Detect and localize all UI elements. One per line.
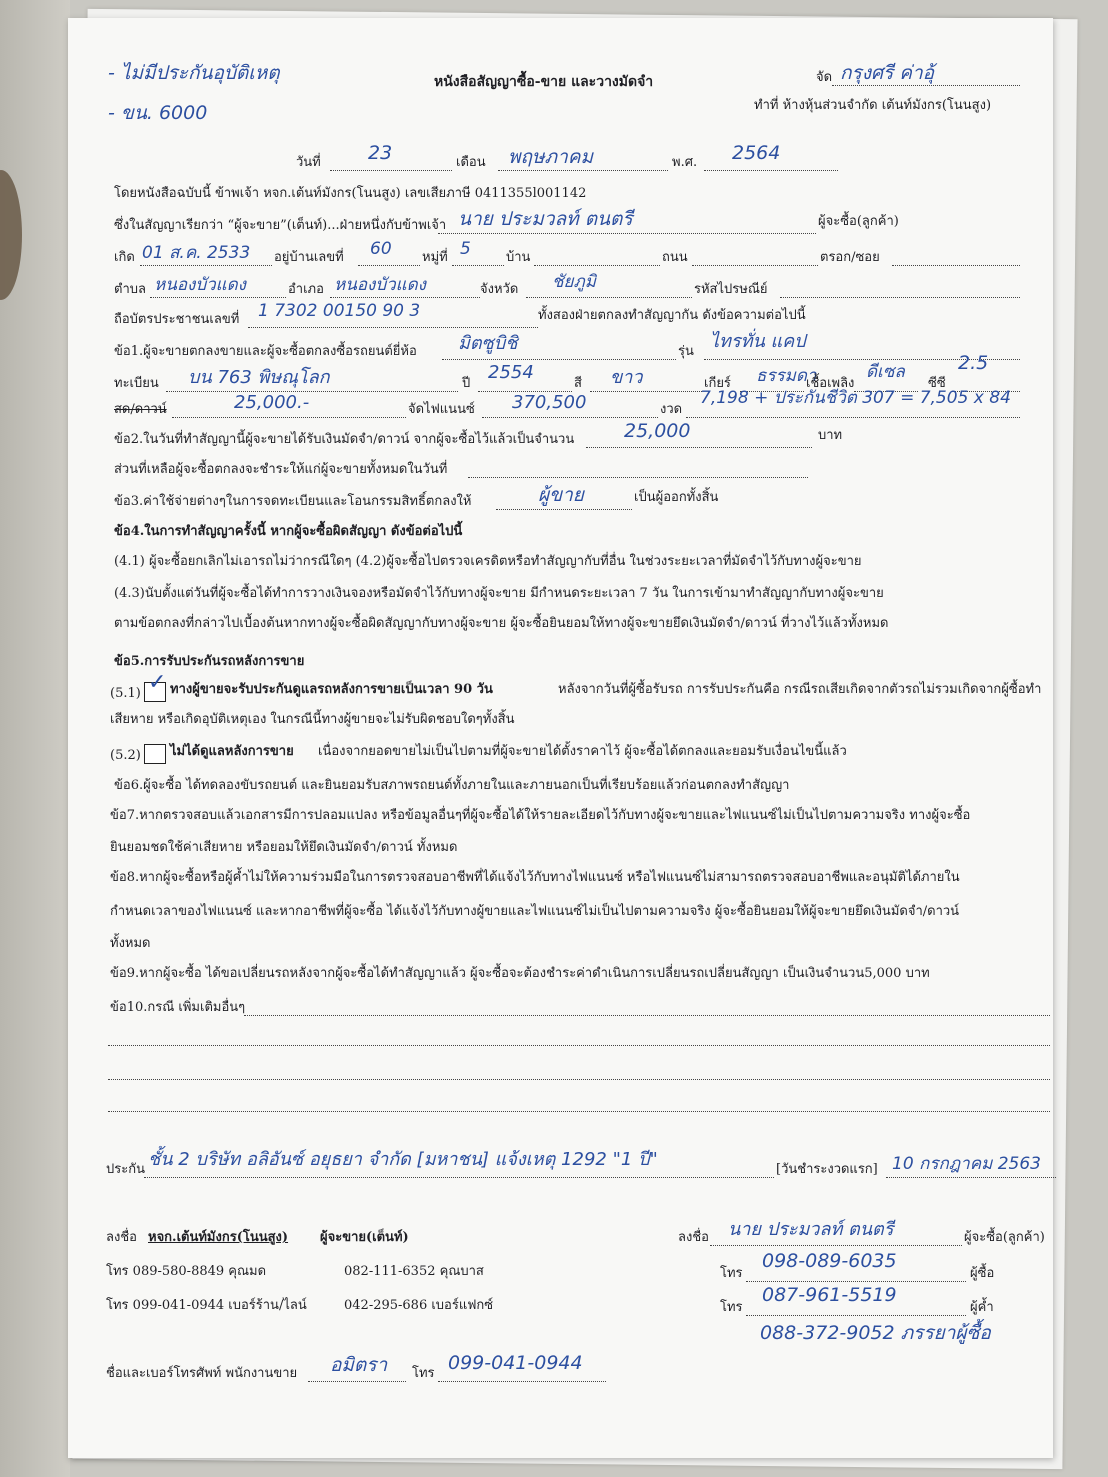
gear-value: ธรรมดา [756, 366, 817, 386]
clause2-line1: ข้อ2.ในวันที่ทำสัญญานี้ผู้จะขายได้รับเงินมัดจำ/ดาวน์ จากผู้จะซื้อไว้แล้วเป็นจำนวน [114, 432, 575, 447]
moo-value: 5 [460, 239, 471, 259]
clause4-title: ข้อ4.ในการทำสัญญาครั้งนี้ หากผู้จะซื้อผิดสัญญา ดังข้อต่อไปนี้ [114, 524, 463, 539]
seller-tel-3: โทร 099-041-0944 เบอร์ร้าน/ไลน์ [106, 1298, 307, 1313]
clause4-line1: (4.1) ผู้จะซื้อยกเลิกไม่เอารถไม่ว่ากรณีใดๆ (4.2)ผู้จะซื้อไปตรวจเครดิตหรือทำสัญญากับที่อื่น ในช่วงระยะเวลาที่มัดจำไว้กับทางผู้จะขาย [114, 554, 862, 569]
first-payment-date: 10 กรกฎาคม 2563 [892, 1154, 1041, 1174]
salesperson-name: อมิตรา [330, 1354, 388, 1376]
moo-label: หมู่ที่ [422, 250, 448, 265]
guarantor-role: ผู้ค้ำ [970, 1300, 994, 1315]
intro-line-2-prefix: ซึ่งในสัญญาเรียกว่า “ผู้จะขาย”(เต็นท์)...ฝ่ายหนึ่งกับข้าพเจ้า [114, 218, 447, 233]
house-value: 60 [370, 239, 392, 259]
finance-label: จัดไฟแนนซ์ [408, 402, 475, 417]
down-value: 25,000.- [234, 392, 310, 413]
buyer-sign-line [710, 1244, 962, 1246]
brand-line [442, 358, 676, 360]
clause5-opt2-num: (5.2) [110, 748, 141, 763]
district-value: หนองบัวแดง [334, 275, 426, 295]
clause10-line-3 [108, 1078, 1050, 1080]
brand-value: มิตซูบิชิ [458, 333, 518, 354]
intro-line-1: โดยหนังสือฉบับนี้ ข้าพเจ้า หจก.เต้นท์มังกร(โนนสูง) เลขเสียภาษี 0411355l001142 [114, 186, 587, 201]
model-label: รุ่น [678, 344, 694, 359]
buyer-tel: 098-089-6035 [762, 1250, 897, 1272]
seller-tel-4: 042-295-686 เบอร์แฟกซ์ [344, 1298, 494, 1313]
finance-value: 370,500 [512, 392, 587, 413]
spouse-tel: 088-372-9052 ภรรยาผู้ซื้อ [760, 1322, 991, 1344]
color-line [590, 390, 702, 392]
clause5-opt2-bold: ไม่ได้ดูแลหลังการขาย [170, 744, 294, 759]
born-value: 01 ส.ค. 2533 [142, 243, 251, 263]
clause1-prefix: ข้อ1.ผู้จะขายตกลงขายและผู้จะซื้อตกลงซื้อรถยนต์ยี่ห้อ [114, 344, 417, 359]
house-label: อยู่บ้านเลขที่ [274, 250, 344, 265]
seller-sign-label: ลงชื่อ [106, 1230, 137, 1245]
district-label: อำเภอ [288, 282, 324, 297]
desk-background [0, 0, 70, 1477]
cc-value: 2.5 [958, 352, 989, 374]
clause8-line1: ข้อ8.หากผู้จะซื้อหรือผู้ค้ำไม่ให้ความร่วมมือในการตรวจสอบอาชีพที่ได้แจ้งไว้กับทางไฟแนนซ์ หรือไฟแนนซ์ไม่สามารถตรวจสอบอาชีพและอนุมัติได้ภายใน [110, 870, 960, 885]
fuel-value: ดีเซล [866, 362, 905, 382]
finance-line [482, 416, 658, 418]
clause5-opt1-rest: หลังจากวันที่ผู้ซื้อรับรถ การรับประกันคือ กรณีรถเสียเกิดจากตัวรถไม่รวมเกิดจากผู้ซื้อทำ [558, 682, 1042, 697]
fuel-label: เชื้อเพลิง [806, 376, 855, 391]
clause10-line-1 [244, 1014, 1050, 1016]
guarantor-tel-label: โทร [720, 1300, 743, 1315]
moo-line [452, 264, 504, 266]
model-value: ไทรทั่น แคป [710, 331, 806, 352]
subdistrict-label: ตำบล [114, 282, 146, 297]
clause9: ข้อ9.หากผู้จะซื้อ ได้ขอเปลี่ยนรถหลังจากผู้จะซื้อได้ทำสัญญาแล้ว ผู้จะซื้อจะต้องชำระค่าดำเนินการเปลี่ยนรถเปลี่ยนสัญญา เป็นเงินจำนวน5,000 บาท [110, 966, 930, 981]
installment-value: 7,198 + ประกันชีวิต 307 = 7,505 x 84 [700, 388, 1011, 408]
born-label: เกิด [114, 250, 135, 265]
insurance-value: ชั้น 2 บริษัท อลิอันซ์ อยุธยา จำกัด [มหาชน] แจ้งเหตุ 1292 "1 ปี" [148, 1149, 658, 1170]
day-label: วันที่ [296, 155, 321, 170]
province-label: จังหวัด [480, 282, 519, 297]
month-value: พฤษภาคม [508, 146, 593, 168]
village-line [534, 264, 660, 266]
clause5-opt1-bold: ทางผู้ขายจะรับประกันดูแลรถหลังการขายเป็นเวลา 90 วัน [170, 682, 493, 697]
id-number: 1 7302 00150 90 3 [258, 301, 421, 321]
clause3-prefix: ข้อ3.ค่าใช้จ่ายต่างๆในการจดทะเบียนและโอนกรรมสิทธิ์ตกลงให้ [114, 494, 472, 509]
checkmark-icon: ✓ [148, 670, 167, 695]
clause8-line3: ทั้งหมด [110, 936, 151, 951]
gear-label: เกียร์ [704, 376, 731, 391]
salesperson-tel-line [438, 1380, 606, 1382]
clause2-amount-line [586, 446, 812, 448]
location-label: จัด [816, 70, 833, 85]
color-value: ขาว [610, 367, 643, 388]
vehicle-year-value: 2554 [488, 362, 534, 383]
buyer-sign-role: ผู้จะซื้อ(ลูกค้า) [964, 1230, 1045, 1245]
clause5-title: ข้อ5.การรับประกันรถหลังการขาย [114, 654, 305, 669]
day-value: 23 [368, 142, 393, 164]
contract-sheet [68, 18, 1053, 1458]
buyer-signature: นาย ประมวลท์ ตนตรี [728, 1219, 894, 1240]
alley-label: ตรอก/ซอย [820, 250, 880, 265]
year-value: 2564 [732, 142, 781, 164]
buyer-sign-label: ลงชื่อ [678, 1230, 709, 1245]
buyer-tel-role: ผู้ซื้อ [970, 1266, 995, 1281]
clause5-opt1-line2: เสียหาย หรือเกิดอุบัติเหตุเอง ในกรณีนี้ทางผู้ขายจะไม่รับผิดชอบใดๆทั้งสิ้น [110, 712, 515, 727]
buyer-name: นาย ประมวลท์ ตนตรี [458, 208, 633, 230]
buyer-role-label: ผู้จะซื้อ(ลูกค้า) [818, 214, 899, 229]
clause7-line1: ข้อ7.หากตรวจสอบแล้วเอกสารมีการปลอมแปลง หรือข้อมูลอื่นๆที่ผู้จะซื้อได้ให้รายละเอียดไว้กับทางผู้จะขายและไฟแนนซ์ไม่เป็นไปตามความจริง ทางผู้จะซื้อ [110, 808, 971, 823]
clause5-opt1-num: (5.1) [110, 686, 141, 701]
seller-tel-2: 082-111-6352 คุณบาส [344, 1264, 484, 1279]
road-line [692, 264, 818, 266]
village-label: บ้าน [506, 250, 531, 265]
postal-line [780, 296, 1020, 298]
down-line [172, 416, 406, 418]
year-label: พ.ศ. [672, 155, 698, 170]
clause8-line2: กำหนดเวลาของไฟแนนซ์ และหากอาชีพที่ผู้จะซื้อ ได้แจ้งไว้กับทางผู้ขายและไฟแนนซ์ไม่เป็นไปตามความจริง ผู้จะซื้อยินยอมให้ผู้จะขายยึดเงินมัดจำ/ดาวน์ [110, 904, 960, 919]
clause7-line2: ยินยอมชดใช้ค่าเสียหาย หรือยอมให้ยึดเงินมัดจำ/ดาวน์ ทั้งหมด [110, 840, 458, 855]
down-label: สด/ดาวน์ [114, 402, 167, 417]
clause5-opt2-rest: เนื่องจากยอดขายไม่เป็นไปตามที่ผู้จะขายได้ตั้งราคาไว้ ผู้จะซื้อได้ตกลงและยอมรับเงื่อนไขนี้แล้ว [318, 744, 847, 759]
salesperson-label: ชื่อและเบอร์โทรศัพท์ พนักงานขาย [106, 1366, 298, 1381]
made-at: ทำที่ ห้างหุ้นส่วนจำกัด เต้นท์มังกร(โนนสูง) [754, 98, 992, 113]
clause10-line-4 [108, 1110, 1050, 1112]
installment-label: งวด [660, 402, 683, 417]
clause3-payer: ผู้ขาย [538, 484, 584, 506]
salesperson-tel: 099-041-0944 [448, 1352, 583, 1374]
clause6: ข้อ6.ผู้จะซื้อ ได้ทดลองขับรถยนต์ และยินยอมรับสภาพรถยนต์ทั้งภายในและภายนอกเป็นที่เรียบร้อยแล้วก่อนตกลงทำสัญญา [114, 778, 790, 793]
insurance-line [144, 1176, 774, 1178]
cc-label: ซีซี [928, 376, 946, 391]
margin-note-2: - ขน. 6000 [108, 102, 208, 124]
alley-line [892, 264, 1020, 266]
clause3-suffix: เป็นผู้ออกทั้งสิ้น [634, 490, 719, 505]
clause4-line2: (4.3)นับตั้งแต่วันที่ผู้จะซื้อได้ทำการวางเงินจองหรือมัดจำไว้กับทางผู้จะขาย มีกำหนดระยะเวลา 7 วัน ในการเข้ามาทำสัญญากับทางผู้จะขาย [114, 586, 884, 601]
province-line [526, 296, 692, 298]
postal-label: รหัสไปรษณีย์ [694, 282, 768, 297]
reg-label: ทะเบียน [114, 376, 159, 391]
salesperson-tel-label: โทร [412, 1366, 435, 1381]
reg-value: บน 763 พิษณุโลก [188, 367, 330, 388]
margin-note-1: - ไม่มีประกันอุบัติเหตุ [108, 62, 280, 84]
house-line [358, 264, 420, 266]
clause10-label: ข้อ10.กรณี เพิ่มเติมอื่นๆ [110, 1000, 246, 1015]
vehicle-year-label: ปี [462, 376, 471, 391]
insurance-label: ประกัน [106, 1162, 145, 1177]
salesperson-name-line [308, 1380, 406, 1382]
id-label: ถือบัตรประชาชนเลขที่ [114, 312, 240, 327]
first-payment-label: [วันชำระงวดแรก] [776, 1162, 878, 1177]
clause2-unit: บาท [818, 428, 843, 443]
seller-tel-1: โทร 089-580-8849 คุณมด [106, 1264, 267, 1279]
guarantor-tel: 087-961-5519 [762, 1284, 897, 1306]
seller-name: หจก.เต้นท์มังกร(โนนสูง) [148, 1230, 289, 1245]
clause2-amount: 25,000 [624, 420, 691, 442]
document-title: หนังสือสัญญาซื้อ-ขาย และวางมัดจำ [434, 74, 654, 90]
year-line [704, 169, 838, 171]
id-suffix: ทั้งสองฝ่ายตกลงทำสัญญากัน ดังข้อความต่อไปนี้ [538, 308, 806, 323]
no-warranty-checkbox[interactable] [144, 744, 166, 764]
province-value: ชัยภูมิ [552, 272, 596, 292]
installment-line [686, 416, 1020, 418]
subdistrict-value: หนองบัวแดง [154, 275, 246, 295]
seller-role: ผู้จะขาย(เต็นท์) [320, 1230, 409, 1245]
desk-object [0, 170, 22, 300]
buyer-tel-label: โทร [720, 1266, 743, 1281]
clause2-line2: ส่วนที่เหลือผู้จะซื้อตกลงจะชำระให้แก่ผู้จะขายทั้งหมดในวันที่ [114, 462, 448, 477]
buyer-tel-line [746, 1280, 966, 1282]
clause2-date-line [468, 476, 808, 478]
color-label: สี [574, 376, 582, 391]
road-label: ถนน [662, 250, 688, 265]
month-label: เดือน [456, 155, 486, 170]
guarantor-tel-line [746, 1314, 966, 1316]
clause10-line-2 [108, 1044, 1050, 1046]
clause4-line3: ตามข้อตกลงที่กล่าวไปเบื้องต้นหากทางผู้จะซื้อผิดสัญญากับทางผู้จะขาย ผู้จะซื้อยินยอมให้ทางผู้จะขายยึดเงินมัดจำ/ดาวน์ ที่วางไว้แล้วทั้งหมด [114, 616, 889, 631]
day-line [330, 169, 452, 171]
location-value: กรุงศรี ค่าอุ้ [840, 62, 935, 84]
